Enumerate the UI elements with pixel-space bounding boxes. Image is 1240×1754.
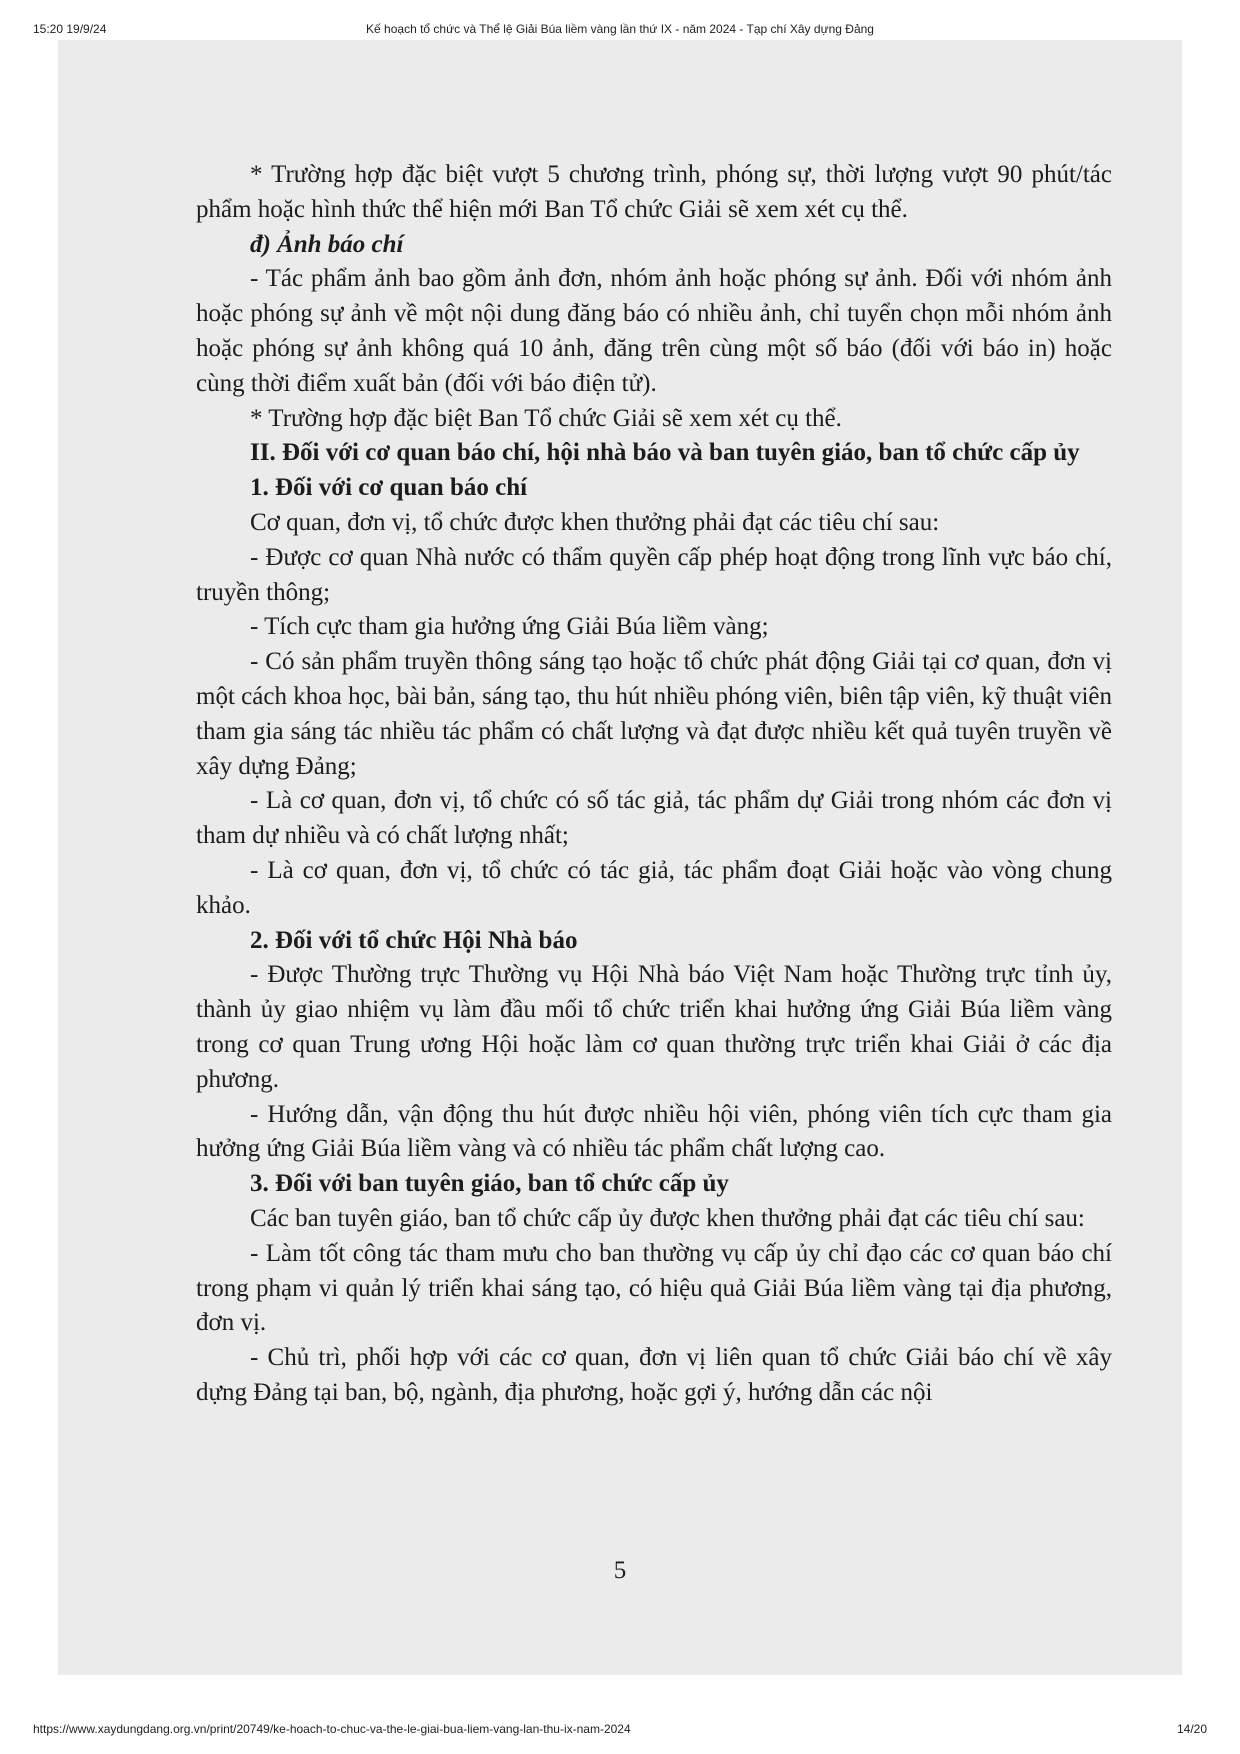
list-item: - Được Thường trực Thường vụ Hội Nhà báo Việt Nam hoặc Thường trực tỉnh ủy, thành ủy giao nhiệm vụ làm đầu mối tổ chức triển khai hưởng ứng Giải Búa liềm vàng trong cơ quan Trung ương Hội hoặc làm cơ quan thường trực triển khai Giải ở các địa phương. — [196, 961, 1112, 1093]
list-item: - Tích cực tham gia hưởng ứng Giải Búa liềm vàng; — [250, 613, 769, 641]
print-page-title: Kế hoạch tổ chức và Thể lệ Giải Búa liềm vàng lần thứ IX - năm 2024 - Tạp chí Xây dựng Đảng — [366, 22, 874, 36]
section-heading-photo-journalism: đ) Ảnh báo chí — [250, 230, 404, 258]
list-item: - Là cơ quan, đơn vị, tổ chức có tác giả, tác phẩm đoạt Giải hoặc vào vòng chung khảo. — [196, 856, 1112, 919]
list-item: - Có sản phẩm truyền thông sáng tạo hoặc tổ chức phát động Giải tại cơ quan, đơn vị một cách khoa học, bài bản, sáng tạo, thu hút nhiều phóng viên, biên tập viên, kỹ thuật viên tham gia sáng tác nhiều tác phẩm có chất lượng và đạt được nhiều kết quả tuyên truyền về xây dựng Đảng; — [196, 648, 1112, 780]
document-body — [196, 158, 1112, 1411]
paragraph-criteria-intro: Cơ quan, đơn vị, tổ chức được khen thưởng phải đạt các tiêu chí sau: — [250, 508, 940, 536]
list-item: - Được cơ quan Nhà nước có thẩm quyền cấp phép hoạt động trong lĩnh vực báo chí, truyền thông; — [196, 543, 1112, 606]
print-header — [33, 22, 1207, 42]
list-item: - Chủ trì, phối hợp với các cơ quan, đơn vị liên quan tổ chức Giải báo chí về xây dựng Đảng tại ban, bộ, ngành, địa phương, hoặc gợi ý, hướng dẫn các nội — [196, 1344, 1112, 1406]
subheading-press-agencies: 1. Đối với cơ quan báo chí — [250, 474, 528, 502]
list-item: - Làm tốt công tác tham mưu cho ban thường vụ cấp ủy chỉ đạo các cơ quan báo chí trong phạm vi quản lý triển khai sáng tạo, có hiệu quả Giải Búa liềm vàng tại địa phương, đơn vị. — [196, 1239, 1112, 1337]
subheading-propaganda-boards: 3. Đối với ban tuyên giáo, ban tổ chức cấp ủy — [250, 1170, 729, 1198]
paragraph-special-case-broadcast: * Trường hợp đặc biệt vượt 5 chương trình, phóng sự, thời lượng vượt 90 phút/tác phẩm hoặc hình thức thể hiện mới Ban Tổ chức Giải sẽ xem xét cụ thể. — [196, 161, 1112, 223]
paragraph-criteria-intro: Các ban tuyên giáo, ban tổ chức cấp ủy được khen thưởng phải đạt các tiêu chí sau: — [250, 1204, 1085, 1232]
list-item: - Là cơ quan, đơn vị, tổ chức có số tác giả, tác phẩm dự Giải trong nhóm các đơn vị tham dự nhiều và có chất lượng nhất; — [196, 787, 1112, 850]
subheading-journalists-association: 2. Đối với tổ chức Hội Nhà báo — [250, 926, 578, 954]
print-url: https://www.xaydungdang.org.vn/print/20749/ke-hoach-to-chuc-va-the-le-giai-bua-liem-vang-lan-thu-ix-nam-2024 — [33, 1722, 631, 1736]
list-item: - Hướng dẫn, vận động thu hút được nhiều hội viên, phóng viên tích cực tham gia hưởng ứng Giải Búa liềm vàng và có nhiều tác phẩm chất lượng cao. — [196, 1100, 1112, 1163]
paragraph-special-case-photo: * Trường hợp đặc biệt Ban Tổ chức Giải sẽ xem xét cụ thể. — [250, 404, 842, 432]
section-heading-organizations: II. Đối với cơ quan báo chí, hội nhà báo và ban tuyên giáo, ban tổ chức cấp ủy — [250, 439, 1080, 467]
print-footer — [33, 1722, 1207, 1742]
print-timestamp: 15:20 19/9/24 — [33, 22, 107, 36]
print-page-count: 14/20 — [1176, 1722, 1207, 1736]
document-page-number: 5 — [613, 1557, 627, 1584]
paragraph-photo-works: - Tác phẩm ảnh bao gồm ảnh đơn, nhóm ảnh hoặc phóng sự ảnh. Đối với nhóm ảnh hoặc phóng sự ảnh về một nội dung đăng báo có nhiều ảnh, chỉ tuyển chọn mỗi nhóm ảnh hoặc phóng sự ảnh không quá 10 ảnh, đăng trên cùng một số báo (đối với báo in) hoặc cùng thời điểm xuất bản (đối với báo điện tử). — [196, 265, 1112, 397]
